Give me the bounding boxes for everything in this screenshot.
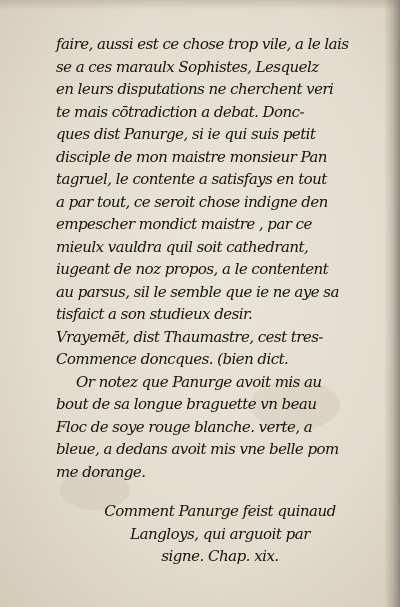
text-line: au parsus, sil le semble que ie ne aye sa (56, 282, 339, 301)
text-line: tisfaict a son studieux desir. (56, 305, 253, 323)
text-line: empescher mondict maistre , par ce (56, 215, 312, 233)
text-line: Vrayemēt, dist Thaumastre, cest tres- (56, 327, 323, 346)
chapter-heading (56, 500, 384, 568)
text-line: disciple de mon maistre monsieur Pan (56, 147, 327, 166)
text-line: se a ces maraulx Sophistes, Lesquelz (56, 57, 319, 76)
text-line: te mais cōtradiction a debat. Donc- (56, 102, 304, 121)
text-line: en leurs disputations ne cherchent veri (56, 80, 334, 98)
text-line: bout de sa longue braguette vn beau (56, 395, 317, 413)
heading-line: Langloys, qui arguoit par (130, 524, 310, 543)
body-text (56, 33, 384, 483)
text-line: faire, aussi est ce chose trop vile, a le lais (56, 35, 349, 53)
text-line: bleue, a dedans avoit mis vne belle pom (56, 440, 339, 458)
heading-line: Comment Panurge feist quinaud (104, 502, 336, 520)
page-top-edge (0, 0, 400, 10)
text-line: Commence doncques. (bien dict. (56, 350, 289, 368)
text-line: tagruel, le contente a satisfays en tout (56, 170, 327, 188)
text-line: iugeant de noz propos, a le contentent (56, 260, 329, 278)
text-line: mieulx vauldra quil soit cathedrant, (56, 237, 309, 256)
text-line: me dorange. (56, 462, 146, 481)
heading-line: signe. Chap. xix. (161, 547, 279, 565)
text-line: Or notez que Panurge avoit mis au (76, 372, 322, 391)
page-gutter-shadow (384, 0, 400, 607)
text-line: ques dist Panurge, si ie qui suis petit (56, 125, 316, 143)
text-line: a par tout, ce seroit chose indigne den (56, 192, 328, 211)
text-line: Floc de soye rouge blanche. verte, a (56, 417, 313, 436)
